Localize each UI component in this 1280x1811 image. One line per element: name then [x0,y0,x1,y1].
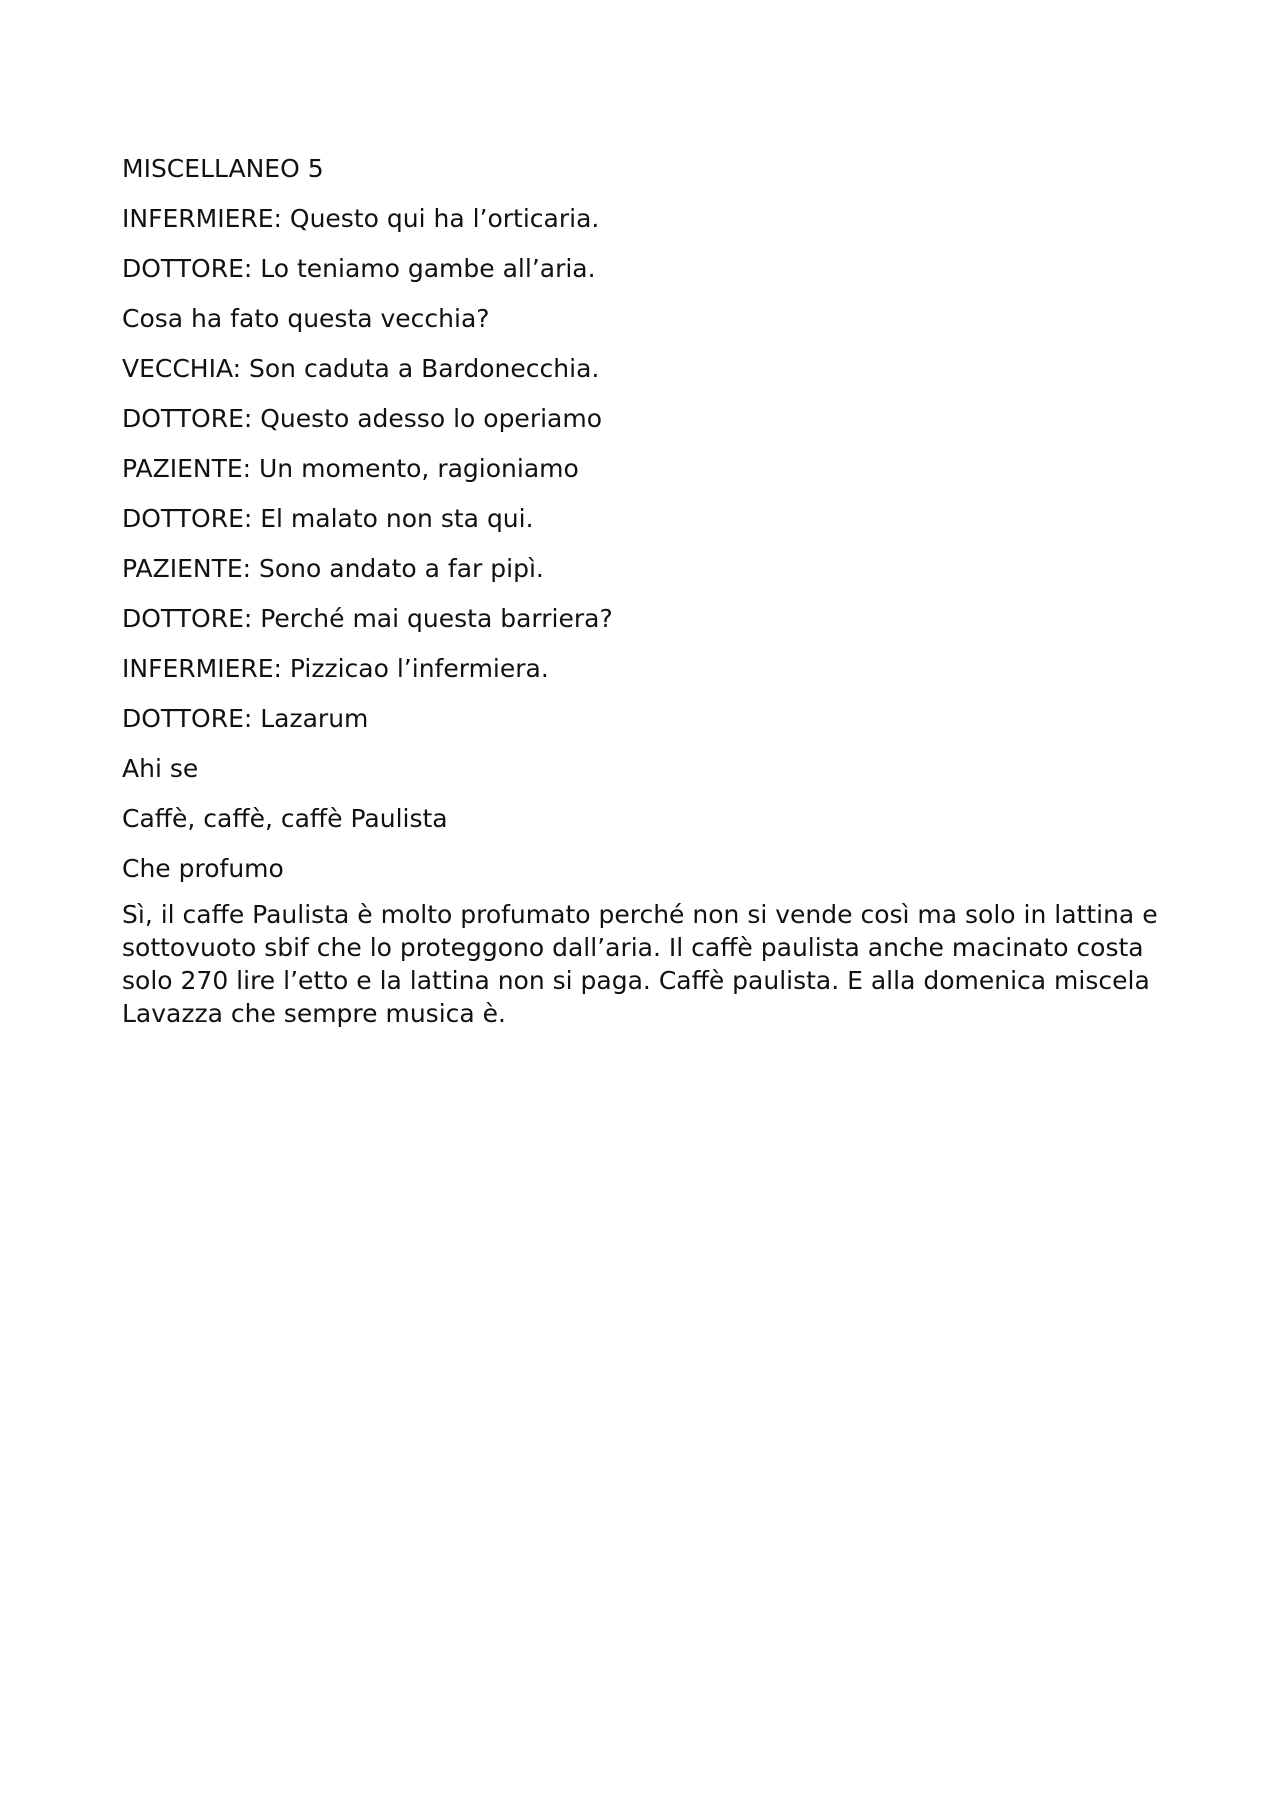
text-line: Ahi se [122,754,199,783]
text-line: DOTTORE: El malato non sta qui. [122,504,534,533]
text-line: DOTTORE: Questo adesso lo operiamo [122,404,603,433]
text-line: DOTTORE: Lazarum [122,704,369,733]
text-line: Caffè, caffè, caffè Paulista [122,804,448,833]
text-line: Che profumo [122,854,284,883]
text-line: VECCHIA: Son caduta a Bardonecchia. [122,354,600,383]
text-line: INFERMIERE: Pizzicao l’infermiera. [122,654,549,683]
text-line: PAZIENTE: Sono andato a far pipì. [122,554,544,583]
text-line: Cosa ha fato questa vecchia? [122,304,490,333]
document-title: MISCELLANEO 5 [122,154,324,183]
text-line: PAZIENTE: Un momento, ragioniamo [122,454,579,483]
document-body [122,148,1162,1030]
text-line: DOTTORE: Lo teniamo gambe all’aria. [122,254,596,283]
text-line: DOTTORE: Perché mai questa barriera? [122,604,613,633]
text-line: INFERMIERE: Questo qui ha l’orticaria. [122,204,600,233]
body-paragraph: Sì, il caffe Paulista è molto profumato perché non si vende così ma solo in lattina e sottovuoto sbif che lo proteggono dall’aria. Il caffè paulista anche macinato costa solo 270 lire l’etto e la lattina non si paga. Caffè paulista. E alla domenica miscela Lavazza che sempre musica è. [122,900,1158,1028]
